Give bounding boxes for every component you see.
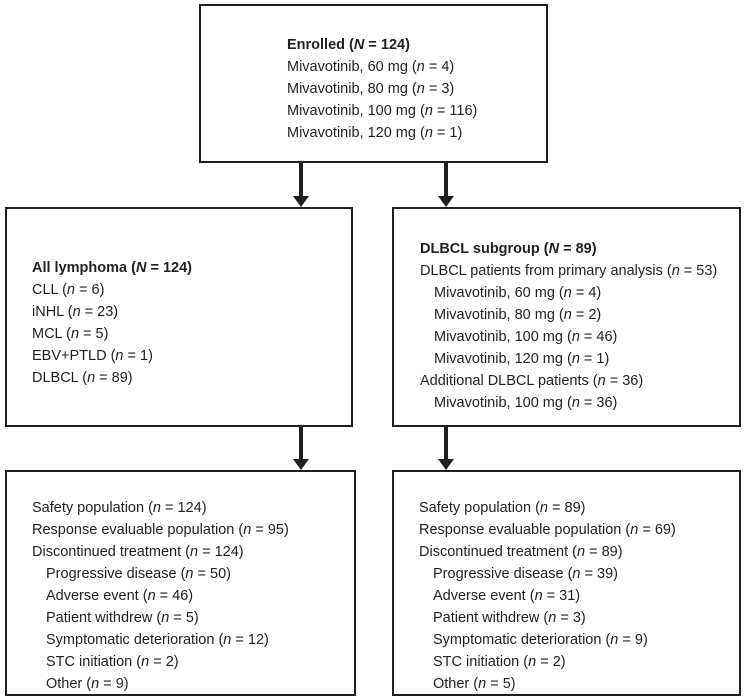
flow-line-count: = 95) [251, 522, 289, 538]
flow-line-label: DLBCL subgroup ( [420, 241, 549, 257]
flow-line-variable: n [147, 588, 156, 604]
flow-line-label: Mivavotinib, 100 mg ( [434, 395, 572, 411]
flow-line-label: Response evaluable population ( [419, 522, 631, 538]
flow-line-label: EBV+PTLD ( [32, 348, 116, 364]
flow-line-label: Safety population ( [419, 500, 540, 516]
flow-line-label: Discontinued treatment ( [419, 544, 577, 560]
flow-line [420, 304, 731, 326]
flow-line-variable: n [563, 307, 572, 323]
flow-line-variable: n [571, 329, 580, 345]
flow-line-count: = 39) [580, 566, 618, 582]
flow-line [287, 78, 538, 100]
flow-line-label: All lymphoma ( [32, 260, 136, 276]
flow-line [419, 519, 731, 541]
flow-line-label: Adverse event ( [433, 588, 535, 604]
flow-line [32, 279, 343, 301]
flow-line-label: Progressive disease ( [433, 566, 573, 582]
flow-line [420, 282, 731, 304]
flow-line-count: = 124) [146, 260, 192, 276]
flow-line-label: Patient withdrew ( [46, 610, 162, 626]
flow-line [419, 629, 731, 651]
flow-line-label: Additional DLBCL patients ( [420, 373, 598, 389]
flow-line [32, 519, 346, 541]
arrow-head-icon [438, 459, 454, 470]
flow-line [32, 629, 346, 651]
flow-line-variable: n [534, 588, 543, 604]
flow-line-count: = 6) [75, 282, 105, 298]
flow-line-count: = 31) [542, 588, 581, 604]
flow-line-count: = 4) [571, 285, 602, 301]
flow-line-label: Mivavotinib, 60 mg ( [287, 59, 417, 75]
flow-line-count: = 1) [123, 348, 153, 364]
arrow-shaft [299, 163, 303, 197]
flow-line-count: = 50) [193, 566, 231, 582]
flow-line-label: Mivavotinib, 100 mg ( [434, 329, 572, 345]
flow-line-count: = 116) [432, 103, 478, 119]
flow-line-variable: n [223, 632, 232, 648]
flow-line-variable: n [597, 373, 606, 389]
flow-line-variable: n [189, 544, 199, 560]
flow-line-label: Mivavotinib, 80 mg ( [287, 81, 417, 97]
flow-line [32, 345, 343, 367]
arrow-enrolled-to-dlbcl-subgroup [438, 163, 454, 207]
flow-line-label: Other ( [46, 676, 92, 692]
flow-line [419, 563, 731, 585]
flow-line-count: = 3) [424, 81, 455, 97]
flow-line [420, 238, 731, 260]
flow-line-count: = 1) [432, 125, 463, 141]
arrow-dlbcl-subgroup-to-disposition [438, 427, 454, 470]
flow-line-count: = 124) [161, 500, 207, 516]
flow-line-variable: n [424, 125, 433, 141]
all-lymphoma-box [5, 207, 353, 427]
flow-line-count: = 5) [79, 326, 109, 342]
flow-line-variable: n [243, 522, 252, 538]
flow-line [419, 541, 731, 563]
flow-line-count: = 9) [99, 676, 129, 692]
flow-line [419, 673, 731, 695]
flow-line [32, 585, 346, 607]
flow-line-count: = 12) [231, 632, 269, 648]
flow-line-variable: n [528, 654, 537, 670]
arrow-enrolled-to-all-lymphoma [293, 163, 309, 207]
flow-line-label: Mivavotinib, 80 mg ( [434, 307, 564, 323]
flow-line-label: Safety population ( [32, 500, 153, 516]
flow-line-count: = 9) [618, 632, 648, 648]
flow-line-variable: n [72, 304, 81, 320]
arrow-head-icon [438, 196, 454, 207]
flow-line-variable: n [91, 676, 100, 692]
flow-line-count: = 3) [556, 610, 586, 626]
flow-line-count: = 69) [638, 522, 676, 538]
flow-line-variable: n [539, 500, 548, 516]
flow-line-label: STC initiation ( [46, 654, 142, 670]
flow-line [419, 585, 731, 607]
arrow-all-lymphoma-to-disposition [293, 427, 309, 470]
flow-line-variable: n [66, 282, 75, 298]
arrow-head-icon [293, 459, 309, 470]
flow-line-count: = 2) [536, 654, 566, 670]
flow-line [287, 122, 538, 144]
flow-line-label: CLL ( [32, 282, 67, 298]
flow-line [420, 260, 731, 282]
flow-line [32, 497, 346, 519]
flow-line-label: Other ( [433, 676, 479, 692]
flow-line-variable: n [70, 326, 80, 342]
flow-line [32, 367, 343, 389]
flow-line-label: Symptomatic deterioration ( [46, 632, 224, 648]
flow-line-count: = 2) [149, 654, 179, 670]
flow-line-variable: N [135, 260, 147, 276]
flow-line-count: = 89) [95, 370, 133, 386]
flow-line-label: Symptomatic deterioration ( [433, 632, 611, 648]
flow-line-count: = 124) [364, 37, 410, 53]
flow-line-count: = 36) [579, 395, 618, 411]
flow-line-variable: n [630, 522, 639, 538]
flow-line-variable: n [563, 285, 572, 301]
flow-line-variable: n [416, 81, 425, 97]
flow-line-variable: n [572, 566, 581, 582]
flow-line-variable: n [416, 59, 425, 75]
flow-line-variable: n [115, 348, 124, 364]
flow-line [287, 34, 538, 56]
arrow-shaft [444, 163, 448, 197]
flow-line-label: Mivavotinib, 100 mg ( [287, 103, 425, 119]
flow-line [32, 257, 343, 279]
flow-line [419, 651, 731, 673]
flow-line [420, 370, 731, 392]
flow-line-count: = 5) [169, 610, 199, 626]
flow-line-count: = 89) [548, 500, 586, 516]
arrow-shaft [444, 427, 448, 460]
flow-line-variable: n [576, 544, 586, 560]
flow-line [287, 100, 538, 122]
flow-line-count: = 23) [80, 304, 119, 320]
flow-line [32, 607, 346, 629]
flow-line [32, 541, 346, 563]
flow-line-label: Patient withdrew ( [433, 610, 549, 626]
flow-line-count: = 36) [605, 373, 644, 389]
all-lymphoma-disposition-box [5, 470, 356, 696]
flow-line [419, 607, 731, 629]
flow-line-count: = 53) [679, 263, 718, 279]
flow-line-label: MCL ( [32, 326, 71, 342]
flow-line [419, 497, 731, 519]
flow-line-variable: n [141, 654, 150, 670]
flow-line-variable: N [353, 37, 365, 53]
arrow-shaft [299, 427, 303, 460]
flow-line-variable: n [610, 632, 619, 648]
flow-line-variable: n [161, 610, 170, 626]
flow-line [32, 673, 346, 695]
flow-line-label: DLBCL ( [32, 370, 88, 386]
dlbcl-disposition-box [392, 470, 741, 696]
flow-line-variable: n [548, 610, 557, 626]
flow-line-label: STC initiation ( [433, 654, 529, 670]
flow-line-variable: n [152, 500, 161, 516]
flow-line-label: Response evaluable population ( [32, 522, 244, 538]
flow-line-count: = 1) [579, 351, 610, 367]
flow-line-label: DLBCL patients from primary analysis ( [420, 263, 672, 279]
flow-line [32, 301, 343, 323]
flow-line-label: iNHL ( [32, 304, 73, 320]
flow-line-count: = 89) [559, 241, 597, 257]
flow-line [32, 323, 343, 345]
flow-line-count: = 2) [571, 307, 602, 323]
flow-line-label: Mivavotinib, 120 mg ( [434, 351, 572, 367]
flow-line [32, 563, 346, 585]
flow-line [287, 56, 538, 78]
flow-line-count: = 89) [585, 544, 623, 560]
flow-line [420, 326, 731, 348]
flow-line-variable: N [548, 241, 560, 257]
flow-line-variable: n [671, 263, 680, 279]
flow-line-count: = 4) [424, 59, 455, 75]
flow-line-variable: n [185, 566, 194, 582]
flow-line [32, 651, 346, 673]
dlbcl-subgroup-box [392, 207, 741, 427]
flow-line-count: = 124) [198, 544, 244, 560]
flow-line-count: = 46) [155, 588, 194, 604]
flow-line-variable: n [571, 351, 580, 367]
flow-line-variable: n [87, 370, 96, 386]
flow-line-label: Adverse event ( [46, 588, 148, 604]
flow-line-label: Mivavotinib, 60 mg ( [434, 285, 564, 301]
flow-line-variable: n [571, 395, 580, 411]
flow-line [420, 392, 731, 414]
enrolled-box [199, 4, 548, 163]
flow-line-count: = 5) [486, 676, 516, 692]
flow-line-label: Discontinued treatment ( [32, 544, 190, 560]
flow-line-count: = 46) [579, 329, 618, 345]
flow-line-label: Progressive disease ( [46, 566, 186, 582]
flow-line-label: Enrolled ( [287, 37, 354, 53]
flow-line [420, 348, 731, 370]
flow-line-variable: n [478, 676, 487, 692]
flow-line-label: Mivavotinib, 120 mg ( [287, 125, 425, 141]
flow-line-variable: n [424, 103, 433, 119]
arrow-head-icon [293, 196, 309, 207]
